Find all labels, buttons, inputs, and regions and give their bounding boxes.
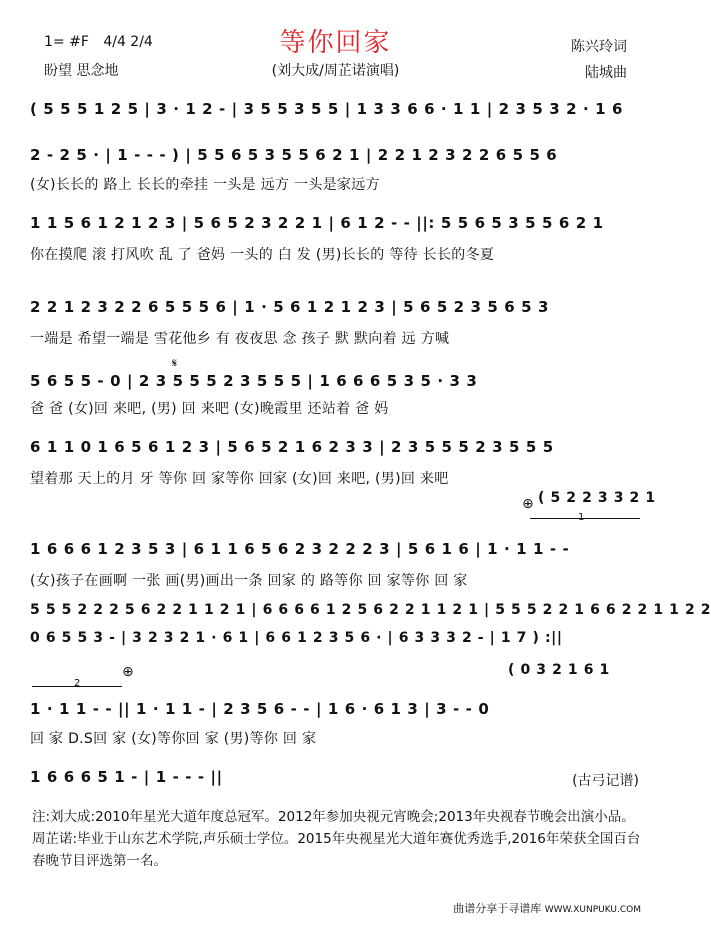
coda-icon: ⊕: [522, 496, 534, 512]
score-line-1-notes: ( 5 5 5 1 2 5 | 3 · 1 2 - | 3 5 5 3 5 5 | 1 3 3 6 6 · 1 1 | 2 3 5 3 2 · 1 6: [30, 100, 623, 118]
performers: (刘大成/周芷诺演唱): [271, 63, 400, 79]
volta-1-label: 1: [578, 512, 585, 523]
score-line-3-notes: 1 1 5 6 1 2 1 2 3 | 5 6 5 2 3 2 2 1 | 6 1 2 - - ||: 5 5 6 5 3 5 5 6 2 1: [30, 214, 604, 232]
score-line-8-notes: 5 5 5 2 2 2 5 6 2 2 1 1 2 1 | 6 6 6 6 1 2 5 6 2 2 1 1 2 1 | 5 5 5 2 2 1 6 6 2 2 1 1 2 2: [30, 602, 711, 618]
score-line-7-lyrics: (女)孩子在画啊 一张 画(男)画出一条 回家 的 路等你 回 家等你 回 家: [30, 573, 468, 589]
volta-2-label: 2: [74, 678, 81, 689]
song-title: 等你回家: [279, 28, 392, 58]
score-line-2-notes: 2 - 2 5 · | 1 - - - ) | 5 5 6 5 3 5 5 6 2 1 | 2 2 1 2 3 2 2 6 5 5 6: [30, 146, 558, 164]
key-signature: [44, 34, 153, 50]
bracket-line-1: ( 5 2 2 3 3 2 1: [538, 490, 656, 506]
score-line-10-notes: 1 · 1 1 - - || 1 · 1 1 - | 2 3 5 6 - - | 1 6 · 6 1 3 | 3 - - 0: [30, 700, 490, 718]
score-line-3-lyrics: 你在摸爬 滚 打风吹 乱 了 爸妈 一头的 白 发 (男)长长的 等待 长长的冬夏: [30, 247, 495, 263]
lyricist: 陈兴玲词: [571, 39, 627, 55]
note-paragraph: 注:刘大成:2010年星光大道年度总冠军。2012年参加央视元宵晚会;2013年央视春节晚会出演小品。: [32, 809, 635, 825]
watermark-text: 曲谱分享于寻谱库: [453, 902, 542, 915]
score-line-9-notes: 0 6 5 5 3 - | 3 2 3 2 1 · 6 1 | 6 6 1 2 3 5 6 · | 6 3 3 3 2 - | 1 7 ) :||: [30, 630, 563, 646]
coda-icon: ⊕: [122, 664, 134, 680]
key-label: 1= #F: [44, 34, 89, 50]
score-line-5-lyrics: 爸 爸 (女)回 来吧, (男) 回 来吧 (女)晚霞里 还站着 爸 妈: [30, 401, 389, 417]
score-line-6-lyrics: 望着那 天上的月 牙 等你 回 家等你 回家 (女)回 来吧, (男)回 来吧: [30, 471, 449, 487]
mood-marking: 盼望 思念地: [44, 63, 119, 79]
time-signature: 4/4 2/4: [103, 34, 153, 50]
score-line-5-notes: 5 6 5 5 - 0 | 2 3 5 5 5 2 3 5 5 5 | 1 6 6 6 5 3 5 · 3 3: [30, 372, 478, 390]
footer-notes: [32, 806, 642, 872]
score-line-7-notes: 1 6 6 6 1 2 3 5 3 | 6 1 1 6 5 6 2 3 2 2 2 3 | 5 6 1 6 | 1 · 1 1 - -: [30, 540, 570, 558]
score-line-2-lyrics: (女)长长的 路上 长长的牵挂 一头是 远方 一头是家远方: [30, 177, 380, 193]
transcriber: (古弓记谱): [572, 773, 639, 789]
watermark-url: WWW.XUNPUKU.COM: [544, 905, 641, 915]
segno-icon: 𝄋: [172, 356, 178, 370]
score-line-4-lyrics: 一端是 希望一端是 雪花他乡 有 夜夜思 念 孩子 默 默向着 远 方喊: [30, 331, 450, 347]
score-line-10-lyrics: 回 家 D.S回 家 (女)等你回 家 (男)等你 回 家: [30, 731, 317, 747]
note-paragraph: 周芷诺:毕业于山东艺术学院,声乐硕士学位。2015年央视星光大道年赛优秀选手,2016年荣获全国百台春晚节目评选第一名。: [32, 831, 641, 869]
watermark: [453, 900, 641, 916]
score-line-4-notes: 2 2 1 2 3 2 2 6 5 5 5 6 | 1 · 5 6 1 2 1 2 3 | 5 6 5 2 3 5 6 5 3: [30, 298, 550, 316]
score-line-6-notes: 6 1 1 0 1 6 5 6 1 2 3 | 5 6 5 2 1 6 2 3 3 | 2 3 5 5 5 2 3 5 5 5: [30, 438, 554, 456]
composer: 陆城曲: [585, 65, 627, 81]
bracket-line-2: ( 0 3 2 1 6 1: [508, 662, 610, 678]
volta-1-bracket: [530, 518, 640, 519]
score-line-11-notes: 1 6 6 6 5 1 - | 1 - - - ||: [30, 768, 223, 786]
